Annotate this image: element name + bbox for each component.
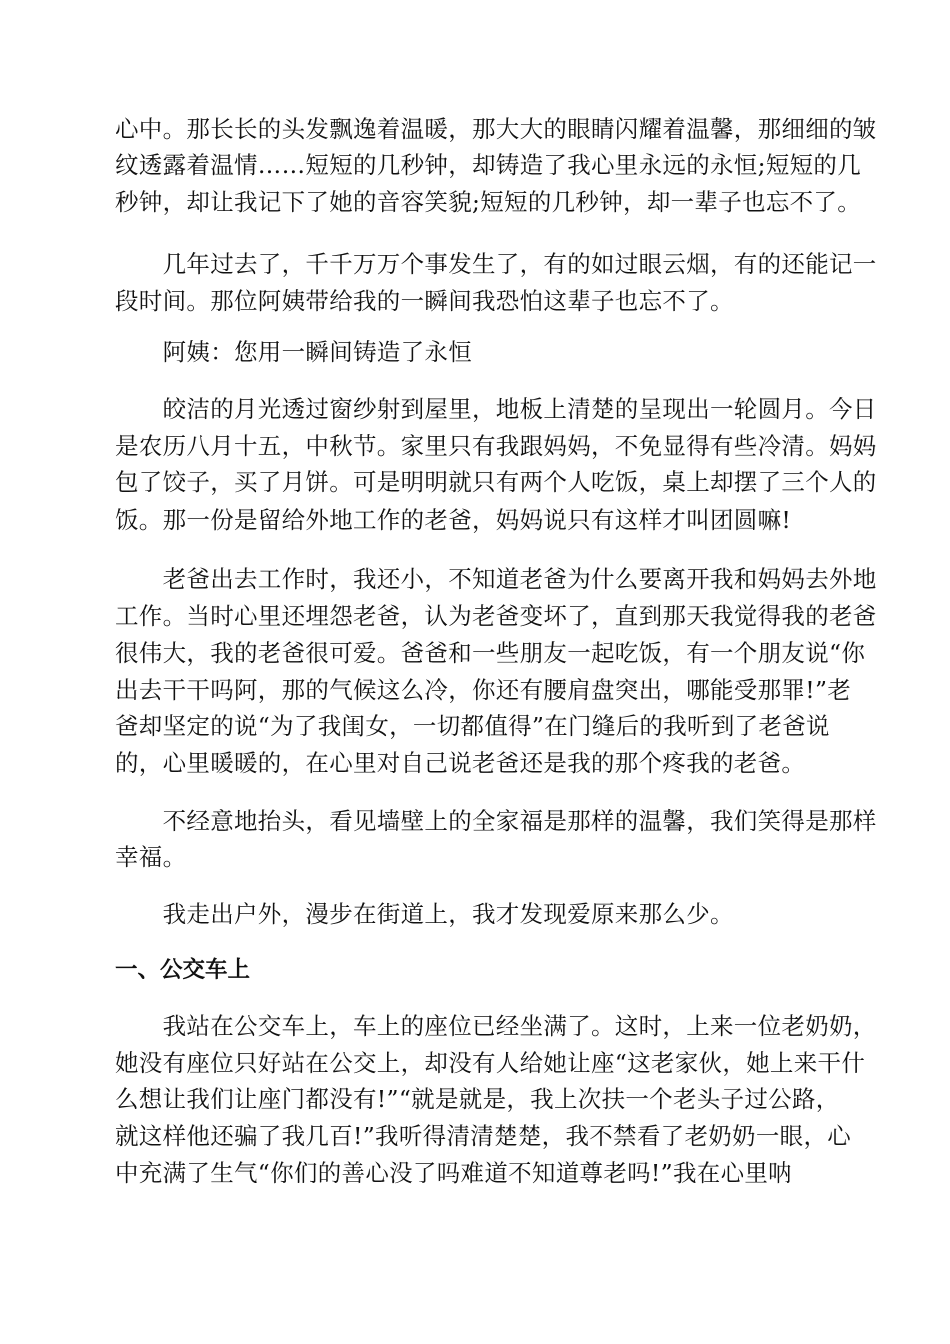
text-line: 中充满了生气“你们的善心没了吗难道不知道尊老吗!”我在心里呐 — [115, 1159, 792, 1187]
text-line: 几年过去了，千千万万个事发生了，有的如过眼云烟，有的还能记一 — [115, 250, 877, 278]
text-line: 饭。那一份是留给外地工作的老爸，妈妈说只有这样才叫团圆嘛! — [115, 506, 792, 534]
section-heading: 一、公交车上 — [115, 957, 251, 983]
text-line: 阿姨：您用一瞬间铸造了永恒 — [115, 338, 472, 366]
text-line: 就这样他还骗了我几百!”我听得清清楚楚，我不禁看了老奶奶一眼，心 — [115, 1122, 852, 1150]
text-line: 纹透露着温情……短短的几秒钟，却铸造了我心里永远的永恒;短短的几 — [115, 151, 862, 179]
text-line: 我走出户外，漫步在街道上，我才发现爱原来那么少。 — [115, 900, 734, 928]
text-line: 是农历八月十五，中秋节。家里只有我跟妈妈，不免显得有些冷清。妈妈 — [115, 432, 877, 460]
text-line: 老爸出去工作时，我还小，不知道老爸为什么要离开我和妈妈去外地 — [115, 565, 877, 593]
text-line: 不经意地抬头，看见墙壁上的全家福是那样的温馨，我们笑得是那样 — [115, 807, 877, 835]
text-line: 的，心里暖暖的，在心里对自己说老爸还是我的那个疼我的老爸。 — [115, 749, 806, 777]
text-line: 她没有座位只好站在公交上，却没有人给她让座“这老家伙，她上来干什 — [115, 1049, 866, 1077]
text-line: 皎洁的月光透过窗纱射到屋里，地板上清楚的呈现出一轮圆月。今日 — [115, 395, 877, 423]
text-line: 段时间。那位阿姨带给我的一瞬间我恐怕这辈子也忘不了。 — [115, 287, 734, 315]
text-line: 出去干干吗阿，那的气候这么冷，你还有腰肩盘突出，哪能受那罪!”老 — [115, 676, 852, 704]
text-line: 幸福。 — [115, 843, 187, 871]
text-line: 秒钟，却让我记下了她的音容笑貌;短短的几秒钟，却一辈子也忘不了。 — [115, 188, 862, 216]
text-line: 包了饺子，买了月饼。可是明明就只有两个人吃饭，桌上却摆了三个人的 — [115, 468, 877, 496]
text-line: 么想让我们让座门都没有!”“就是就是，我上次扶一个老头子过公路， — [115, 1085, 840, 1113]
text-line: 工作。当时心里还埋怨老爸，认为老爸变坏了，直到那天我觉得我的老爸 — [115, 602, 877, 630]
text-line: 爸却坚定的说“为了我闺女，一切都值得”在门缝后的我听到了老爸说 — [115, 712, 830, 740]
text-line: 心中。那长长的头发飘逸着温暖，那大大的眼睛闪耀着温馨，那细细的皱 — [115, 115, 877, 143]
text-line: 很伟大，我的老爸很可爱。爸爸和一些朋友一起吃饭，有一个朋友说“你 — [115, 639, 866, 667]
text-line: 我站在公交车上，车上的座位已经坐满了。这时，上来一位老奶奶， — [115, 1012, 877, 1040]
